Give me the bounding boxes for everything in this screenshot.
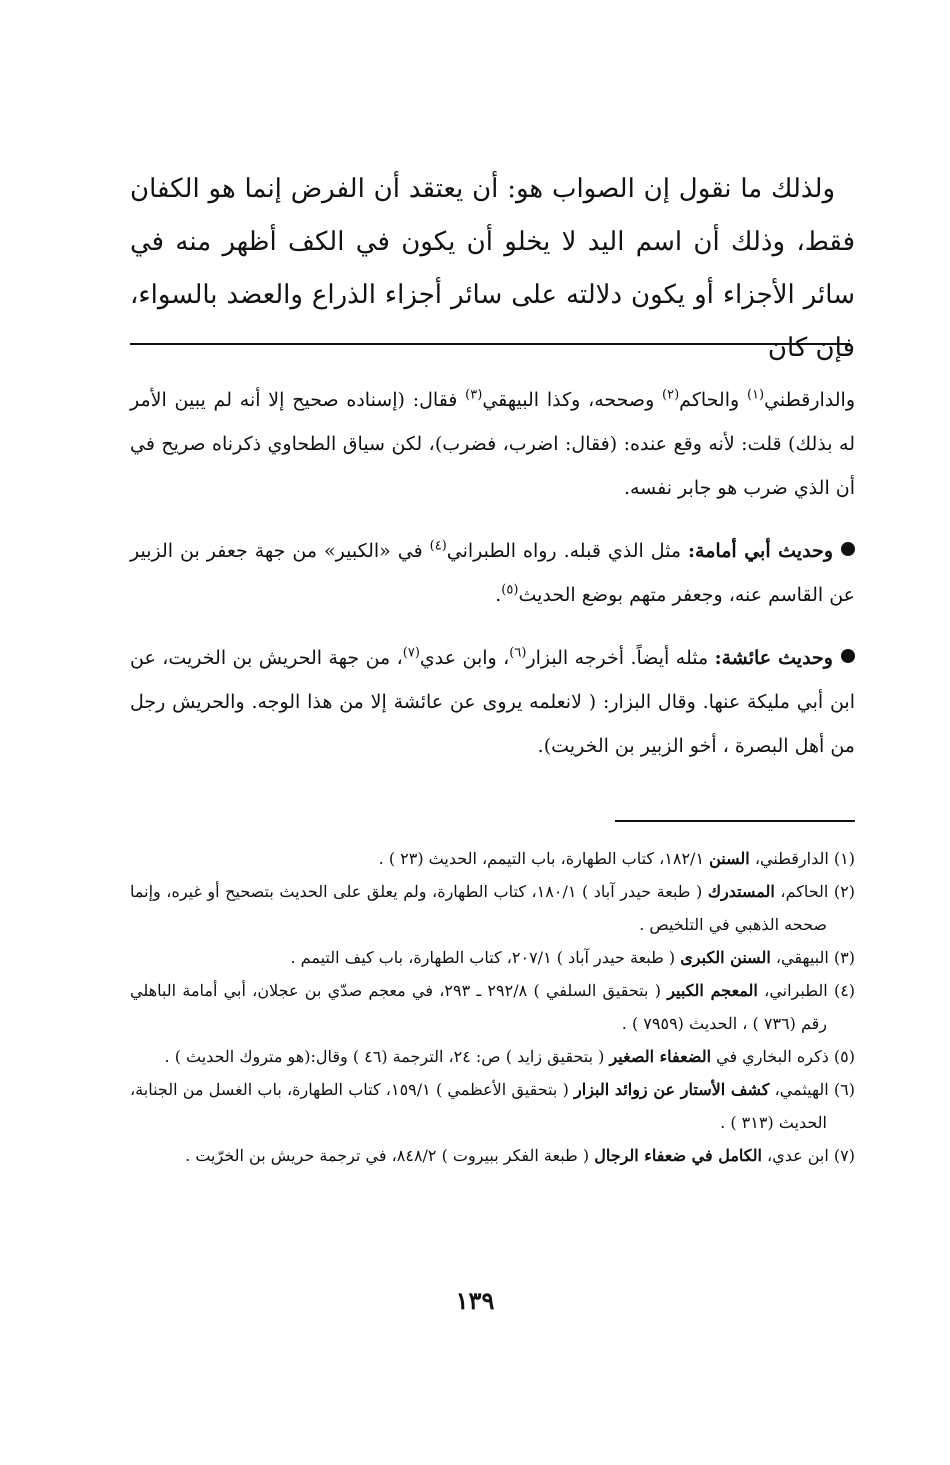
quote-paragraph-2 xyxy=(130,529,855,617)
footnote-number: (٥) xyxy=(833,1047,855,1066)
book-title: المعجم الكبير xyxy=(667,981,758,1000)
quoted-text xyxy=(130,378,855,787)
footnote-text: ( بتحقيق السلفي ) ٢٩٢/٨ ـ ٢٩٣، في معجم صدّي بن عجلان، أبي أمامة الباهلي رقم (٧٣٦ ) ، الحديث (٧٩٥٩ ) . xyxy=(130,981,827,1033)
section-divider xyxy=(130,343,850,345)
book-title: المستدرك xyxy=(707,882,775,901)
footnote xyxy=(130,1073,855,1139)
footnote-text: ذكره البخاري في xyxy=(711,1047,834,1066)
footnotes xyxy=(130,842,855,1172)
footnote-number: (٧) xyxy=(833,1146,855,1165)
footnote-text: ( بتحقيق الأعظمي ) ١٥٩/١، كتاب الطهارة، باب الغسل من الجنابة، الحديث (٣١٣ ) . xyxy=(130,1080,827,1132)
hadith-heading: وحديث عائشة: xyxy=(714,647,833,669)
footnote-number: (٦) xyxy=(833,1080,855,1099)
footnote xyxy=(130,974,855,1040)
quote-text: مثل الذي قبله. رواه الطبراني xyxy=(446,540,689,562)
footnote-number: (١) xyxy=(833,849,855,868)
footnote-marker[interactable]: (٣) xyxy=(465,387,483,403)
footnote-text: البيهقي، xyxy=(770,948,834,967)
quote-text: ، وابن عدي xyxy=(419,647,510,669)
footnote-text: ( طبعة الفكر ببيروت ) ٨٤٨/٢، في ترجمة حريش بن الخرّيت . xyxy=(185,1146,595,1165)
quote-text: وصححه، وكذا البيهقي xyxy=(482,389,663,411)
book-title: الضعفاء الصغير xyxy=(609,1047,712,1066)
quote-text: والحاكم xyxy=(679,389,747,411)
book-title: السنن الكبرى xyxy=(680,948,771,967)
quote-paragraph-3 xyxy=(130,636,855,768)
footnote-marker[interactable]: (٦) xyxy=(509,645,527,661)
footnote-text: الهيثمي، xyxy=(769,1080,834,1099)
main-paragraph: ولذلك ما نقول إن الصواب هو: أن يعتقد أن الفرض إنما هو الكفان فقط، وذلك أن اسم اليد لا يخلو أن يكون في الكف أظهر منه في سائر الأجزاء أو يكون دلالته على سائر أجزاء الذراع والعضد بالسواء، فإن كان xyxy=(130,174,855,363)
footnote-text: الطبراني، xyxy=(757,981,834,1000)
footnote xyxy=(130,1040,855,1073)
page-number: ١٣٩ xyxy=(455,1286,495,1315)
book-title: كشف الأستار عن زوائد البزار xyxy=(574,1080,770,1099)
footnote-marker[interactable]: (٥) xyxy=(501,582,519,598)
footnote-marker[interactable]: (١) xyxy=(746,387,765,403)
quote-text: فقال: (إسناده صحيح إلا أنه لم يبين الأمر له بذلك) قلت: لأنه وقع عنده: (فقال: اضرب، فضرب)، لكن سياق الطحاوي ذكرناه صريح في أن الذي ضرب هو جابر نفسه. xyxy=(130,389,855,499)
footnote-marker[interactable]: (٢) xyxy=(662,387,680,403)
hadith-heading: وحديث أبي أمامة: xyxy=(688,540,833,562)
bullet-icon xyxy=(841,542,855,556)
quote-text: . xyxy=(495,584,502,606)
footnote xyxy=(130,842,855,875)
footnote-marker[interactable]: (٤) xyxy=(429,538,447,554)
footnote xyxy=(130,941,855,974)
quote-text: ، من جهة الحريش بن الخريت، عن ابن أبي مليكة عنها. وقال البزار: ( لانعلمه يروى عن عائشة إلا من هذا الوجه. والحريش رجل من أهل البصرة ، أخو الزبير بن الخريت). xyxy=(130,647,855,757)
quote-text: في «الكبير» من جهة جعفر بن الزبير عن القاسم عنه، وجعفر متهم بوضع الحديث xyxy=(130,540,855,606)
footnote-number: (٢) xyxy=(833,882,856,901)
footnote-number: (٣) xyxy=(833,948,855,967)
footnote-text: ( طبعة حيدر آباد ) ١٨٠/١، كتاب الطهارة، ولم يعلق على الحديث بتصحيح أو غيره، وإنما صححه الذهبي في التلخيص . xyxy=(130,882,827,934)
footnote-number: (٤) xyxy=(833,981,856,1000)
footnote-text: ١٨٢/١، كتاب الطهارة، باب التيمم، الحديث (٢٣ ) . xyxy=(378,849,710,868)
quote-paragraph-1 xyxy=(130,378,855,510)
bullet-icon xyxy=(841,649,855,663)
footnote-divider xyxy=(615,820,855,822)
footnote-text: ( بتحقيق زايد ) ص: ٢٤، الترجمة (٤٦ ) وقال:(هو متروك الحديث ) . xyxy=(164,1047,610,1066)
footnote-text: الحاكم، xyxy=(774,882,834,901)
footnote xyxy=(130,875,855,941)
footnote-text: ( طبعة حيدر آباد ) ٢٠٧/١، كتاب الطهارة، باب كيف التيمم . xyxy=(290,948,681,967)
footnote xyxy=(130,1139,855,1172)
book-title: السنن xyxy=(709,849,750,868)
footnote-marker[interactable]: (٧) xyxy=(402,645,420,661)
quote-text: والدارقطني xyxy=(764,389,856,411)
footnote-text: الدارقطني، xyxy=(749,849,834,868)
footnote-text: ابن عدي، xyxy=(761,1146,834,1165)
quote-text: مثله أيضاً. أخرجه البزار xyxy=(526,647,715,669)
book-title: الكامل في ضعفاء الرجال xyxy=(594,1146,762,1165)
